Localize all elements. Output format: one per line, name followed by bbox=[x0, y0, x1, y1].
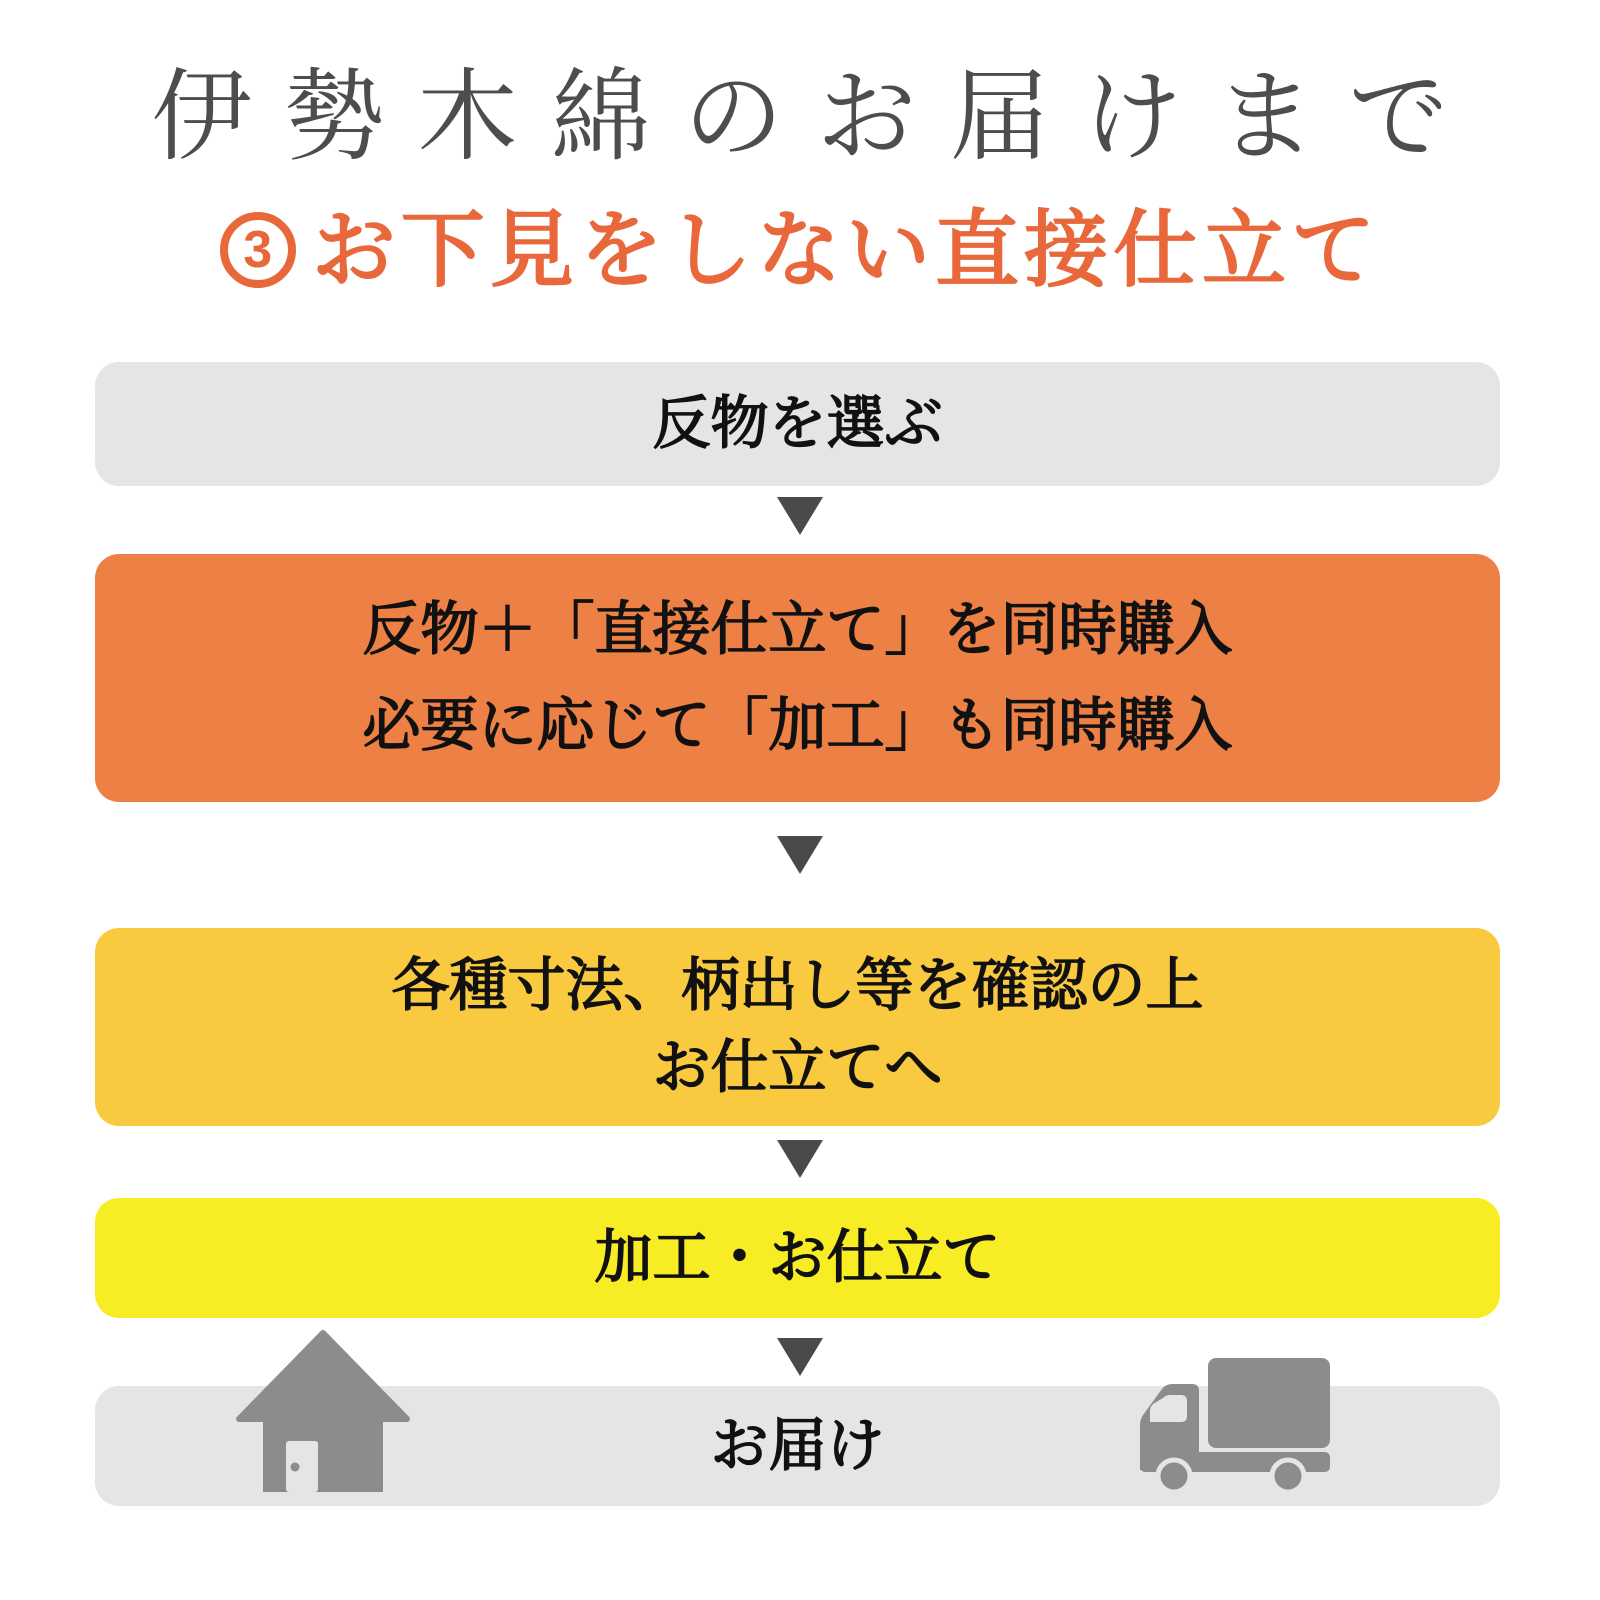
flow-step-label: 反物＋「直接仕立て」を同時購入 bbox=[362, 597, 1233, 662]
page-title: 伊勢木綿のお届けまで bbox=[151, 61, 1482, 173]
page-subtitle-label: お下見をしない直接仕立て bbox=[311, 203, 1381, 297]
flow-step-label: 各種寸法、柄出し等を確認の上 bbox=[391, 953, 1204, 1018]
truck-icon bbox=[1132, 1358, 1336, 1494]
page-subtitle bbox=[0, 200, 1600, 300]
flow-step-confirm-measurements bbox=[95, 928, 1500, 1126]
flow-step-label: 加工・お仕立て bbox=[594, 1225, 1001, 1290]
down-arrow-icon bbox=[777, 497, 823, 535]
house-icon bbox=[236, 1330, 410, 1492]
flow-step-label: お仕立てへ bbox=[652, 1035, 943, 1100]
flow-step-select-fabric bbox=[95, 362, 1500, 486]
down-arrow-icon bbox=[777, 1140, 823, 1178]
flow-step-label: 反物を選ぶ bbox=[652, 391, 943, 456]
flow-step-label: お届け bbox=[710, 1413, 885, 1478]
flow-step-processing-tailoring bbox=[95, 1198, 1500, 1318]
flow-step-purchase-together bbox=[95, 554, 1500, 802]
circled-number-badge: 3 bbox=[220, 212, 296, 288]
flow-step-label: 必要に応じて「加工」も同時購入 bbox=[362, 693, 1233, 758]
down-arrow-icon bbox=[777, 1338, 823, 1376]
down-arrow-icon bbox=[777, 836, 823, 874]
